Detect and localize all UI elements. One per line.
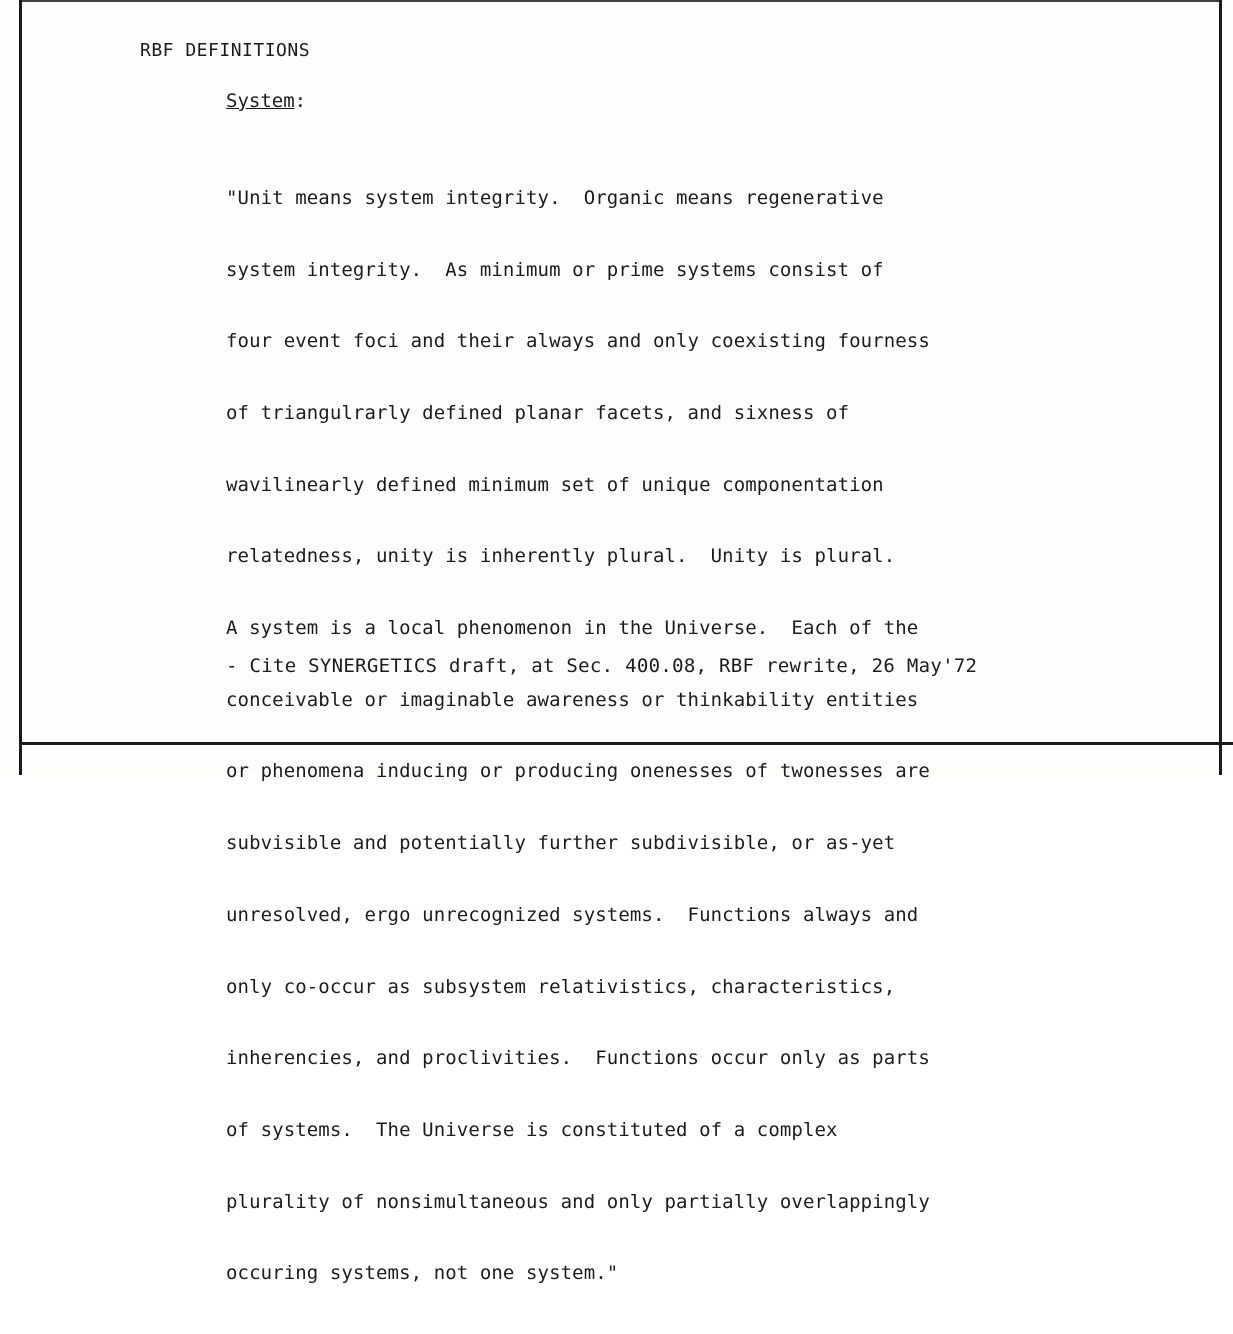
card-top-border [19, 0, 1222, 2]
definition-quote [226, 139, 930, 1334]
section-label-colon: : [294, 90, 307, 112]
quote-line: only co-occur as subsystem relativistics, characteristics, [226, 975, 896, 998]
quote-line: A system is a local phenomenon in the Universe. Each of the [226, 617, 919, 640]
quote-line: or phenomena inducing or producing onenesses of twonesses are [226, 760, 930, 783]
card-right-border [1219, 0, 1222, 775]
quote-line: inherencies, and proclivities. Functions occur only as parts [226, 1047, 930, 1070]
quote-line: relatedness, unity is inherently plural. Unity is plural. [226, 545, 896, 568]
quote-line: system integrity. As minimum or prime systems consist of [226, 258, 884, 281]
quote-line: of systems. The Universe is constituted of a complex [226, 1118, 838, 1141]
card-left-border [19, 0, 22, 775]
quote-line: occuring systems, not one system." [226, 1262, 619, 1285]
citation: - Cite SYNERGETICS draft, at Sec. 400.08, RBF rewrite, 26 May'72 [226, 655, 978, 677]
section-label-text: System [226, 90, 295, 112]
quote-line: subvisible and potentially further subdivisible, or as-yet [226, 832, 896, 855]
quote-line: four event foci and their always and only coexisting fourness [226, 330, 930, 353]
section-label [226, 90, 306, 112]
quote-line: unresolved, ergo unrecognized systems. Functions always and [226, 903, 919, 926]
quote-line: "Unit means system integrity. Organic means regenerative [226, 186, 884, 209]
quote-line: plurality of nonsimultaneous and only partially overlappingly [226, 1190, 930, 1213]
document-header: RBF DEFINITIONS [140, 40, 311, 61]
quote-line: conceivable or imaginable awareness or thinkability entities [226, 688, 919, 711]
quote-line: wavilinearly defined minimum set of unique componentation [226, 473, 884, 496]
quote-line: of triangulrarly defined planar facets, and sixness of [226, 401, 850, 424]
